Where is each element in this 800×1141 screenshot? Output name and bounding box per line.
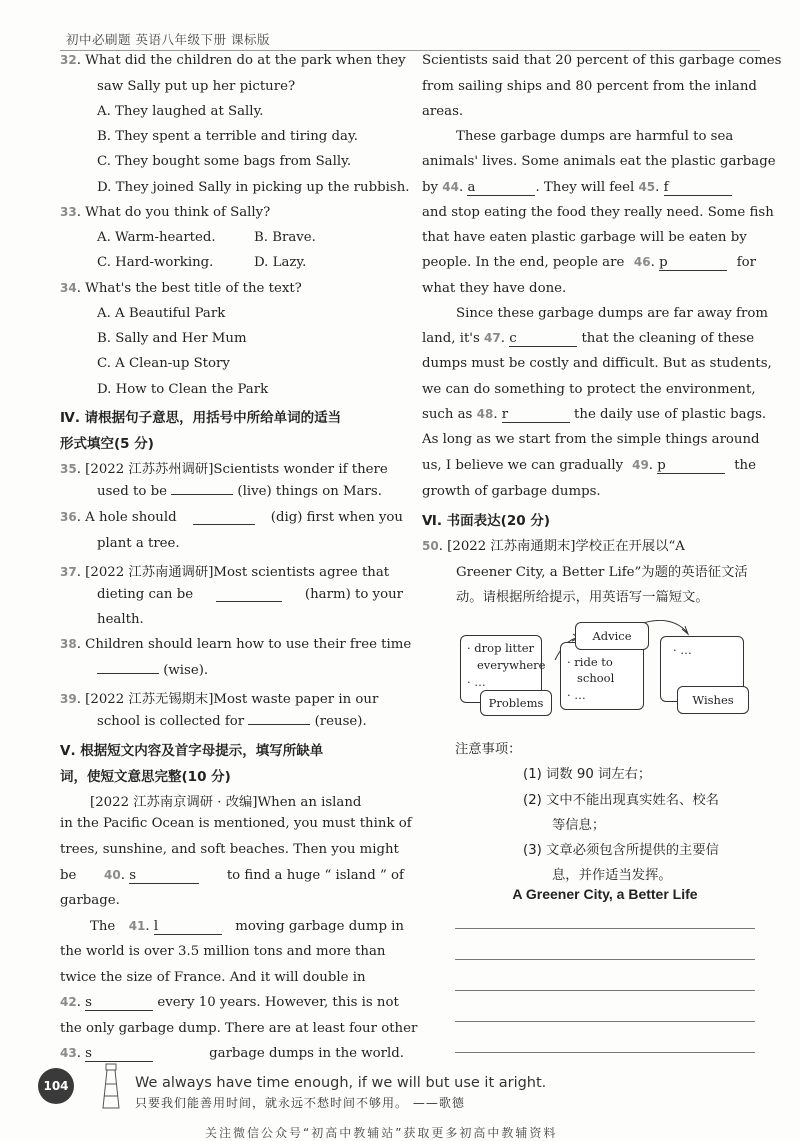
writing-line[interactable]: [455, 1052, 755, 1053]
writing-line[interactable]: [455, 990, 755, 991]
passage-line: that have eaten plastic garbage will be eaten by: [422, 230, 747, 245]
option-c: C. A Clean-up Story: [97, 356, 230, 371]
passage-line: trees, sunshine, and soft beaches. Then you might: [60, 842, 399, 857]
q34-stem: 34. What's the best title of the text?: [60, 281, 302, 296]
q33-stem: 33. What do you think of Sally?: [60, 205, 271, 220]
note-3: (3) 文章必须包含所提供的主要信: [523, 843, 719, 858]
passage-line: from sailing ships and 80 percent from the inland: [422, 79, 757, 94]
passage-line: the only garbage dump. There are at least four other: [60, 1021, 418, 1036]
q36-line2: plant a tree.: [97, 536, 180, 551]
answer-blank[interactable]: [193, 510, 255, 525]
passage-line: growth of garbage dumps.: [422, 484, 601, 499]
q37-line3: health.: [97, 612, 144, 627]
note-1: (1) 词数 90 词左右；: [523, 767, 652, 782]
q32-stem: 32. What did the children do at the park when they: [60, 53, 406, 68]
answer-blank[interactable]: l: [154, 919, 222, 935]
option-c: C. They bought some bags from Sally.: [97, 154, 352, 169]
q32-stem-cont: saw Sally put up her picture?: [97, 79, 296, 94]
passage-line-46: people. In the end, people are 46. p for: [422, 255, 756, 270]
passage-line: animals' lives. Some animals eat the plastic garbage: [422, 154, 776, 169]
lighthouse-icon: [95, 1060, 127, 1112]
section-4-heading-cont: 形式填空(5 分): [60, 436, 154, 452]
problems-label: Problems: [480, 690, 552, 716]
passage-line: we can do something to protect the environment,: [422, 382, 756, 397]
passage-line-47: land, it's 47. c that the cleaning of these: [422, 331, 755, 346]
passage-line: and stop eating the food they really need. Some fish: [422, 205, 774, 220]
q38-line2: (wise).: [97, 663, 208, 678]
answer-blank[interactable]: f: [664, 180, 732, 196]
answer-blank[interactable]: r: [502, 407, 570, 423]
note-3-cont: 息，并作适当发挥。: [552, 868, 672, 883]
essay-title: A Greener City, a Better Life: [512, 886, 698, 902]
q-number: 32: [60, 53, 77, 67]
wishes-card: · …: [660, 636, 744, 702]
footer-quote-cn: 只要我们能善用时间，就永远不愁时间不够用。 ——歌德: [135, 1096, 465, 1110]
option-b: B. Sally and Her Mum: [97, 331, 247, 346]
passage-line-42: 42. s every 10 years. However, this is not: [60, 995, 399, 1010]
q50-line2: Greener City, a Better Life”为题的英语征文活: [456, 565, 748, 580]
answer-blank[interactable]: p: [659, 255, 727, 271]
answer-blank[interactable]: [248, 724, 310, 725]
passage-line: dumps must be costly and difficult. But as students,: [422, 356, 772, 371]
option-d: D. How to Clean the Park: [97, 382, 269, 397]
q39-line1: 39. [2022 江苏无锡期末]Most waste paper in our: [60, 692, 379, 707]
passage-line-43: 43. s garbage dumps in the world.: [60, 1046, 404, 1061]
passage-line: [2022 江苏南京调研 · 改编]When an island: [90, 795, 362, 810]
header-rule: [60, 50, 760, 51]
note-2: (2) 文中不能出现真实姓名、校名: [523, 793, 719, 808]
passage-line: in the Pacific Ocean is mentioned, you must think of: [60, 816, 412, 831]
q35-line2: used to be (live) things on Mars.: [97, 484, 382, 499]
option-d: D. Lazy.: [254, 255, 307, 270]
notes-title: 注意事项：: [455, 742, 522, 757]
answer-blank[interactable]: s: [85, 995, 153, 1011]
note-2-cont: 等信息；: [552, 818, 606, 833]
q37-line1: 37. [2022 江苏南通调研]Most scientists agree that: [60, 565, 390, 580]
option-a: A. A Beautiful Park: [97, 306, 226, 321]
option-a: A. They laughed at Sally.: [97, 104, 264, 119]
passage-line: Since these garbage dumps are far away from: [456, 306, 768, 321]
option-b: B. They spent a terrible and tiring day.: [97, 129, 358, 144]
passage-line: what they have done.: [422, 281, 567, 296]
option-a: A. Warm-hearted.: [97, 230, 216, 245]
option-b: B. Brave.: [254, 230, 316, 245]
passage-line-44-45: by 44. a . They will feel 45. f: [422, 180, 732, 196]
answer-blank[interactable]: s: [85, 1046, 153, 1062]
passage-line: These garbage dumps are harmful to sea: [456, 129, 734, 144]
passage-line: the world is over 3.5 million tons and more than: [60, 944, 386, 959]
footer-notice: 关注微信公众号“初高中教辅站”获取更多初高中教辅资料: [205, 1126, 558, 1140]
answer-blank[interactable]: [216, 587, 282, 602]
q37-line2: dieting can be (harm) to your: [97, 587, 403, 602]
answer-blank[interactable]: s: [129, 868, 199, 884]
answer-blank[interactable]: [97, 673, 159, 674]
page-number: 104: [38, 1068, 74, 1104]
section-4-heading: Ⅳ. 请根据句子意思，用括号中所给单词的适当: [60, 410, 342, 426]
passage-line: garbage.: [60, 893, 120, 908]
q35-line1: 35. [2022 江苏苏州调研]Scientists wonder if there: [60, 462, 388, 477]
q36-line1: 36. A hole should (dig) first when you: [60, 510, 403, 525]
wishes-label: Wishes: [677, 686, 749, 714]
answer-blank[interactable]: p: [657, 458, 725, 474]
advice-card: · ride to school · …: [560, 642, 644, 710]
q39-line2: school is collected for (reuse).: [97, 714, 367, 729]
writing-line[interactable]: [455, 1021, 755, 1022]
passage-line-48: such as 48. r the daily use of plastic bags.: [422, 407, 767, 422]
writing-line[interactable]: [455, 928, 755, 929]
answer-blank[interactable]: c: [509, 331, 577, 347]
footer-quote: We always have time enough, if we will but use it aright.: [135, 1075, 547, 1091]
passage-line: twice the size of France. And it will double in: [60, 970, 366, 985]
passage-line: areas.: [422, 104, 464, 119]
q50-line1: 50. [2022 江苏南通期末]学校正在开展以“A: [422, 539, 685, 554]
passage-line-41: The 41. l moving garbage dump in: [90, 919, 404, 934]
passage-line: Scientists said that 20 percent of this garbage comes: [422, 53, 782, 68]
passage-line-40: be 40. s to find a huge “ island ” of: [60, 868, 404, 883]
page-header: 初中必刷题 英语八年级下册 课标版: [66, 32, 270, 47]
advice-label: Advice: [575, 622, 649, 650]
section-5-heading: Ⅴ. 根据短文内容及首字母提示，填写所缺单: [60, 743, 324, 759]
section-6-heading: Ⅵ. 书面表达(20 分): [422, 513, 550, 529]
option-c: C. Hard-working.: [97, 255, 214, 270]
option-d: D. They joined Sally in picking up the rubbish.: [97, 180, 410, 195]
section-5-heading-cont: 词，使短文意思完整(10 分): [60, 769, 231, 785]
passage-line-49: us, I believe we can gradually 49. p the: [422, 458, 756, 473]
answer-blank[interactable]: a: [467, 180, 535, 196]
problems-card: · drop litter everywhere · …: [460, 635, 542, 703]
prompt-diagram: [455, 620, 755, 720]
passage-line: As long as we start from the simple things around: [422, 432, 760, 447]
q50-line3: 动。请根据所给提示，用英语写一篇短文。: [456, 590, 709, 605]
q38-line1: 38. Children should learn how to use their free time: [60, 637, 412, 652]
answer-blank[interactable]: [171, 494, 233, 495]
writing-line[interactable]: [455, 959, 755, 960]
